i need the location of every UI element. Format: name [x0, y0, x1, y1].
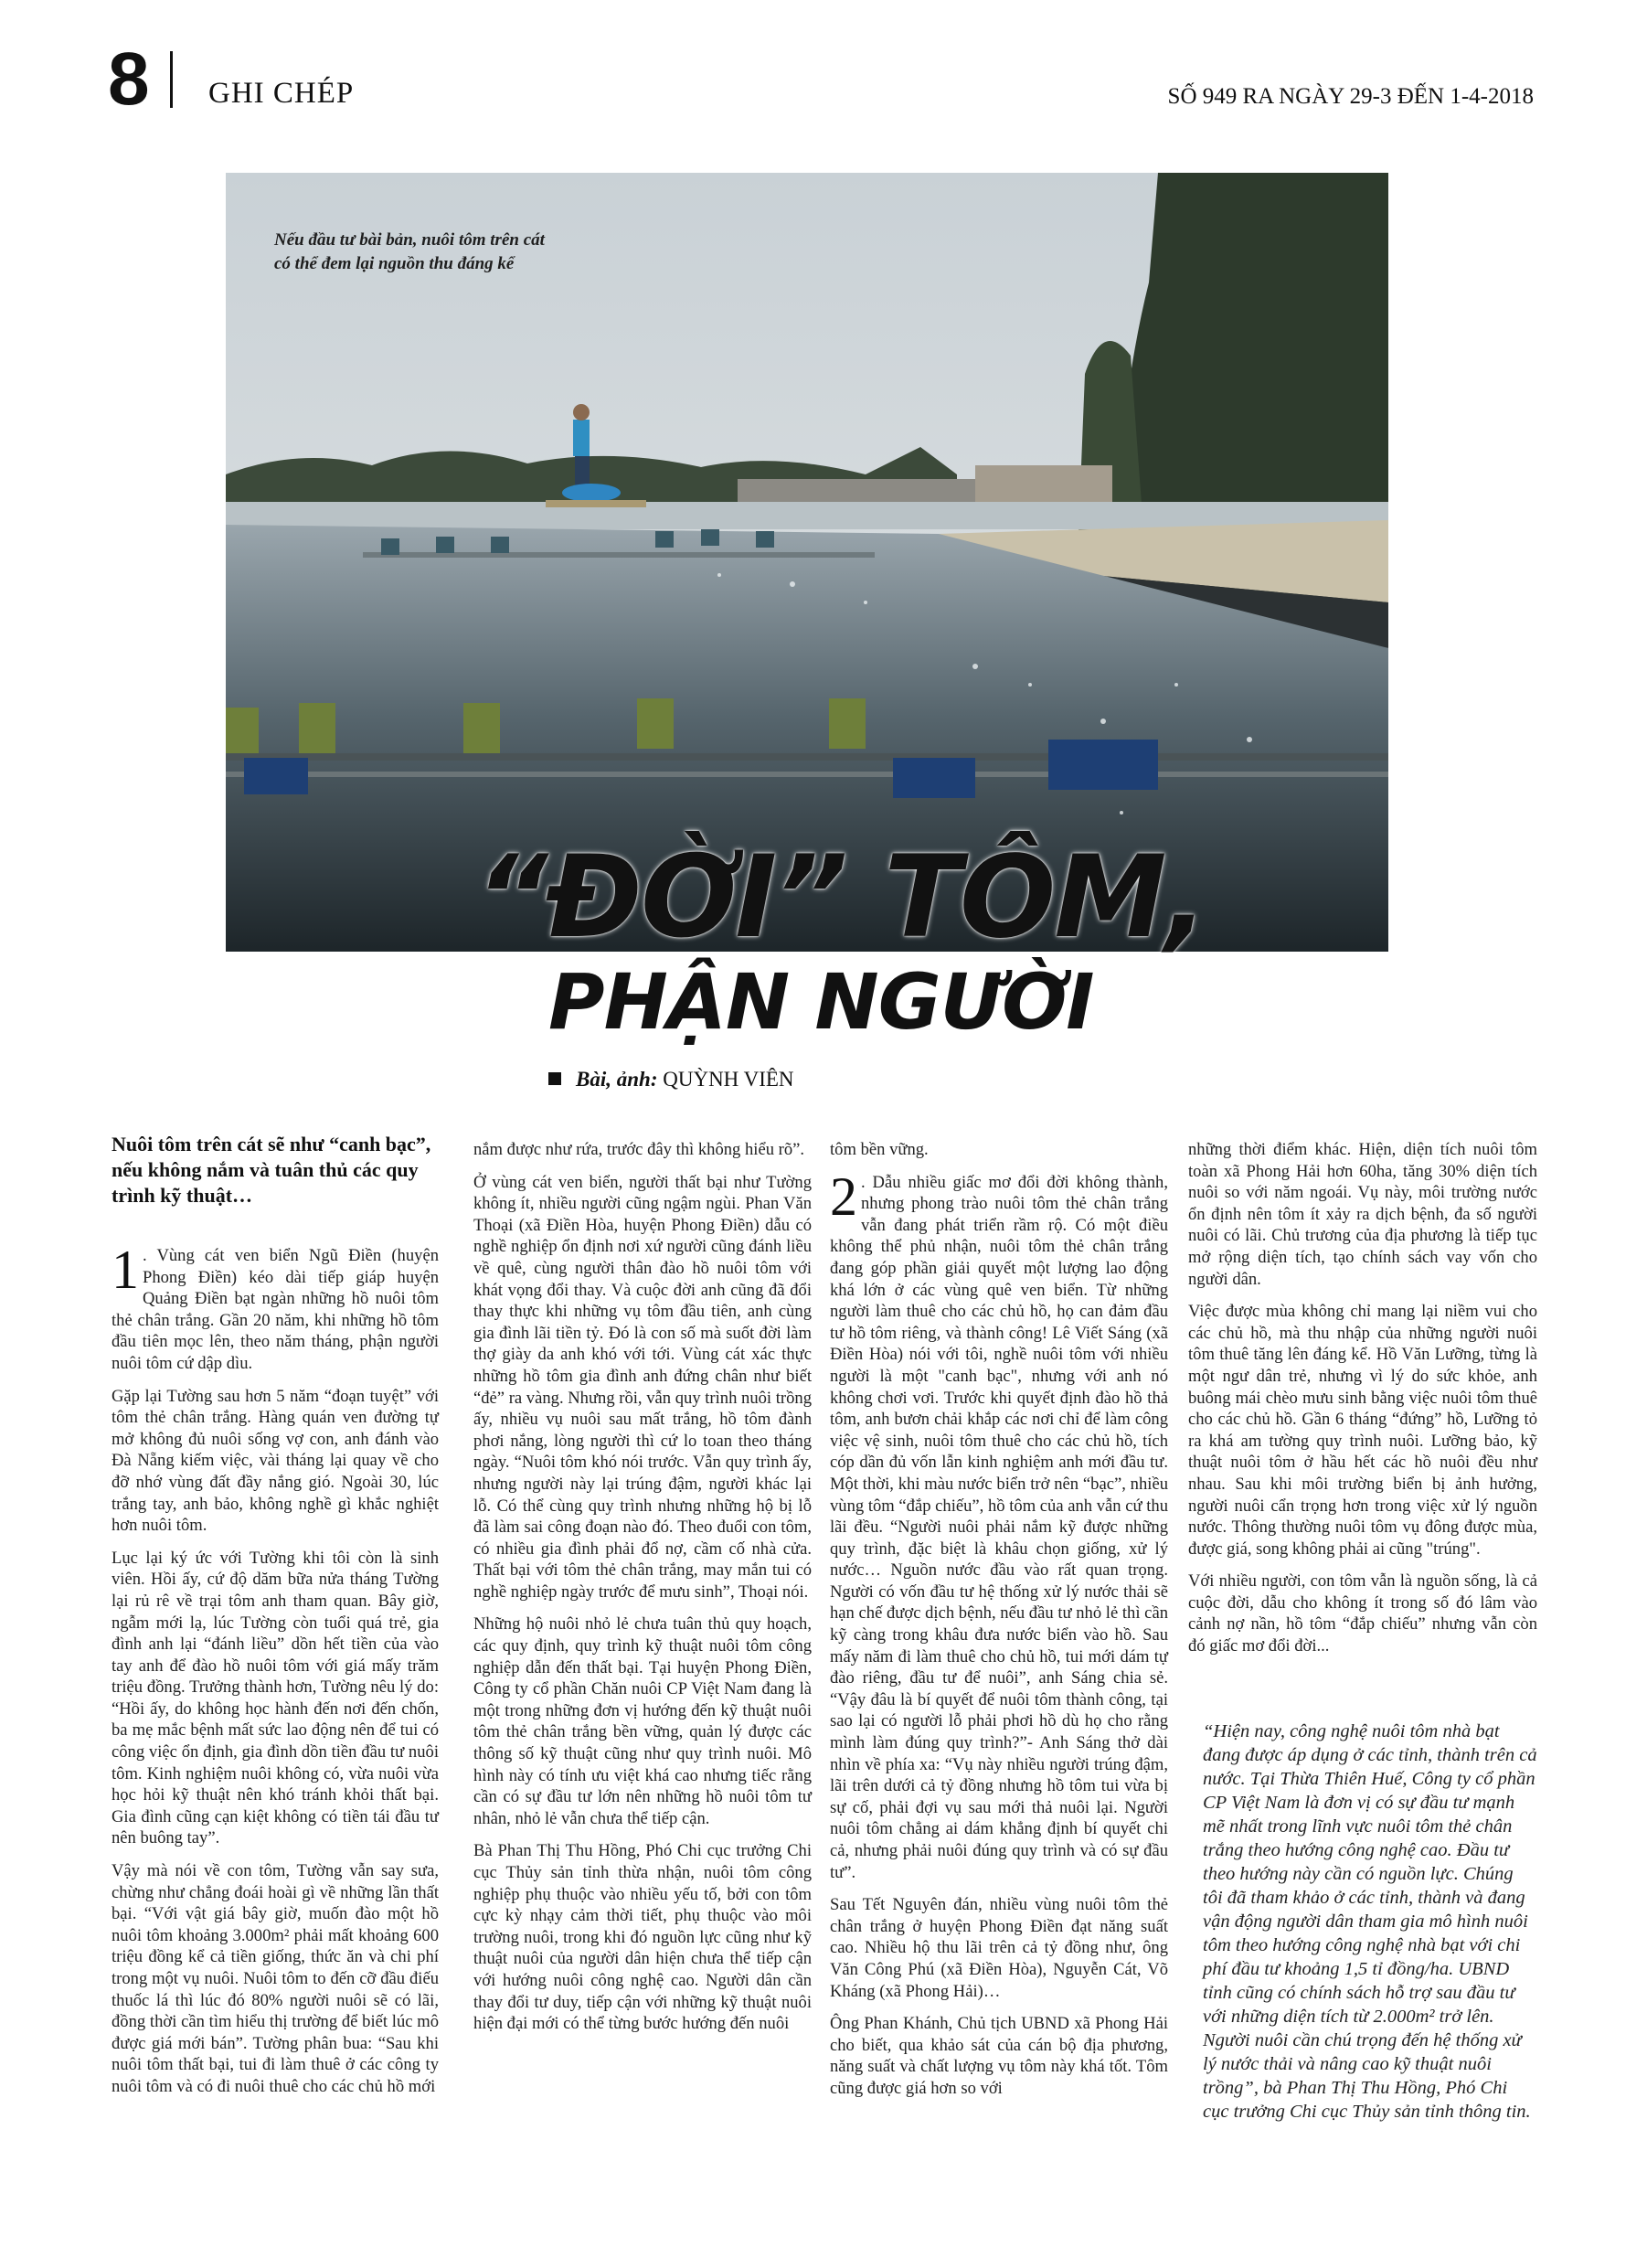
- article-column-4: [1188, 1139, 1537, 2135]
- paragraph: nắm được như rứa, trước đây thì không hiểu rõ”.: [473, 1140, 805, 1159]
- paragraph: tôm bền vững.: [830, 1140, 929, 1159]
- article-column-3: [830, 1139, 1168, 2111]
- paragraph: Gặp lại Tường sau hơn 5 năm “đoạn tuyệt” với tôm thẻ chân trắng. Hàng quán ven đường tự mở không đủ nuôi sống vợ con, anh đánh vào Đà Nẵng kiếm việc, vài tháng lại quay về cho đỡ nhớ vùng đất đầy nắng gió. Ngoài 30, lúc trắng tay, anh bảo, không nghề gì khắc nghiệt hơn nuôi tôm.: [112, 1386, 439, 1536]
- paragraph: Với nhiều người, con tôm vẫn là nguồn sống, là cả cuộc đời, dẫu cho không ít trong số đó lâm vào cảnh nợ nần, hồ tôm “đắp chiếu” nhưng vẫn còn đó giấc mơ đổi đời...: [1188, 1571, 1537, 1656]
- headline: [475, 832, 1389, 1047]
- paragraph: [830, 1166, 1168, 1884]
- paragraph: những thời điểm khác. Hiện, diện tích nuôi tôm toàn xã Phong Hải hơn 60ha, tăng 30% diện tích nuôi so với năm ngoái. Vụ này, môi trường nước ổn định nên tôm ít xảy ra dịch bệnh, đa số người nuôi có lãi. Chủ trương của địa phương là tiếp tục mở rộng diện tích, tạo chính sách vay vốn cho người dân.: [1188, 1140, 1537, 1289]
- photo-caption: [274, 229, 545, 276]
- paragraph: Những hộ nuôi nhỏ lẻ chưa tuân thủ quy hoạch, các quy định, quy trình kỹ thuật nuôi tôm công nghiệp dẫn đến thất bại. Tại huyện Phong Điền, Công ty cổ phần Chăn nuôi CP Việt Nam đang là một trong những đơn vị hướng đến kỹ thuật nuôi tôm thẻ chân trắng bền vững, quản lý được các thông số kỹ thuật cũng như quy trình nuôi. Mô hình này có tính ưu việt khá cao nhưng tiếc rằng cần có sự đầu tư lớn nên những hồ nuôi tôm tư nhân, nhỏ lẻ vẫn chưa thể tiếp cận.: [473, 1614, 812, 1828]
- paragraph: Việc được mùa không chỉ mang lại niềm vui cho các chủ hồ, mà thu nhập của những người nuôi tôm thuê tăng lên đáng kể. Hồ Văn Lưỡng, từng là một ngư dân trẻ, nhưng vì lý do sức khỏe, anh buông mái chèo mưu sinh bằng việc nuôi tôm thuê cho các chủ hồ. Gần 6 tháng “đứng” hồ, Lưỡng tỏ ra khá am tường quy trình nuôi. Lưỡng bảo, kỹ thuật nuôi tôm ở hầu hết các hồ nuôi đều như nhau. Sau khi môi trường biển bị ảnh hưởng, người nuôi cẩn trọng hơn trong việc xử lý nguồn nước. Thông thường nuôi tôm vụ đông được mùa, được giá, song không phải ai cũng "trúng".: [1188, 1302, 1537, 1559]
- paragraph: Sau Tết Nguyên đán, nhiều vùng nuôi tôm thẻ chân trắng ở huyện Phong Điền đạt năng suất cao. Nhiều hộ thu lãi trên cả tỷ đồng như, ông Văn Công Phú (xã Điền Hòa), Nguyễn Cát, Võ Kháng (xã Phong Hải)…: [830, 1895, 1168, 2001]
- issue-info: SỐ 949 RA NGÀY 29-3 ĐẾN 1-4-2018: [1167, 84, 1534, 109]
- pull-quote: “Hiện nay, công nghệ nuôi tôm nhà bạt đang được áp dụng ở các tỉnh, thành trên cả nước. Tại Thừa Thiên Huế, Công ty cổ phần CP Việt Nam là đơn vị có sự đầu tư mạnh mẽ nhất trong lĩnh vực nuôi tôm thẻ chân trắng theo hướng công nghệ cao. Đầu tư theo hướng này cần có nguồn lực. Chúng tôi đã tham khảo ở các tỉnh, thành và đang vận động người dân tham gia mô hình nuôi tôm theo hướng công nghệ nhà bạt với chi phí đầu tư khoảng 1,5 tỉ đồng/ha. UBND tỉnh cũng có chính sách hỗ trợ sau đầu tư với những diện tích từ 2.000m² trở lên. Người nuôi cần chú trọng đến hệ thống xử lý nước thải và nâng cao kỹ thuật nuôi trồng”, bà Phan Thị Thu Hồng, Phó Chi cục trưởng Chi cục Thủy sản tỉnh thông tin.: [1203, 1720, 1537, 2122]
- page-number: 8: [108, 37, 150, 121]
- article-lead: Nuôi tôm trên cát sẽ như “canh bạc”, nếu không nắm và tuân thủ các quy trình kỹ thuật…: [112, 1133, 431, 1207]
- paragraph: Ở vùng cát ven biển, người thất bại như Tường không ít, nhiều người cũng ngậm ngùi. Phan Văn Thoại (xã Điền Hòa, huyện Phong Điền) dẫu có nghề nghiệp ổn định nơi xứ người cũng đánh liều về quê, cùng người thân đào hồ nuôi tôm với khát vọng đổi thay. Và cuộc đời anh cũng đã đổi thay thực khi những vụ tôm đầu tiên, anh cùng gia đình lãi tiền tỷ. Đó là con số mà suốt đời làm thợ giày da anh khó với tới. Vùng cát xác thực những hồ tôm gia đình anh đứng chân như biết “đẻ” ra vàng. Nhưng rồi, vẫn quy trình nuôi trồng ấy, nhiều vụ nuôi sau mất trắng, hồ tôm đành phơi nắng, lòng người thì cứ lo toan theo tháng ngày. “Nuôi tôm khó nói trước. Vẫn quy trình ấy, nhưng người này lại trúng đậm, người khác lại lỗ. Có thể cùng quy trình nhưng những hộ bị lỗ đã làm sai công đoạn nào đó. Theo đuổi con tôm, có nhiều gia đình phải đổ nợ, cầm cố nhà cửa. Thất bại với tôm thẻ chân trắng, may mắn tui có nghề nghiệp ngày trước để mưu sinh”, Thoại nói.: [473, 1172, 812, 1602]
- caption-line-1: Nếu đầu tư bài bản, nuôi tôm trên cát: [274, 230, 545, 250]
- paragraph-text: . Dẫu nhiều giấc mơ đổi đời không thành, nhưng phong trào nuôi tôm thẻ chân trắng vẫn đang phát triển rầm rộ. Có một điều không thể phủ nhận, nuôi tôm thẻ chân trắng đang góp phần giải quyết một lượng lao động khá lớn ở các vùng quê ven biển. Từ những người làm thuê cho các chủ hồ, họ can đảm đầu tư hồ tôm riêng, và thành công! Lê Viết Sáng (xã Điền Hòa) nói với tôi, nghề nuôi tôm với nhiều người là một "canh bạc", nhưng với anh nó không chơi vơi. Trước khi quyết định đào hồ thả tôm, anh bươn chải khắp các nơi chỉ để làm công việc vệ sinh, nuôi tôm thuê cho các chủ hồ, tích cóp dần đủ vốn lẫn kinh nghiệm anh mới đầu tư. Một thời, khi màu nước biển trở nên “bạc”, nhiều vùng tôm “đắp chiếu”, hồ tôm của anh vẫn cứ thu lãi đều. “Người nuôi phải nắm kỹ được những quy trình, đặc biệt là khâu chọn giống, xử lý nước… Nguồn nước đầu vào rất quan trọng. Người có vốn đầu tư hệ thống xử lý nước thải sẽ hạn chế được dịch bệnh, nếu đầu tư nhỏ lẻ thì cần kỹ càng trong khâu đưa nước biển vào hồ. Sau mấy năm đi làm thuê cho chủ hồ, tui mới dám tự đào riêng, đầu tư để nuôi”, anh Sáng chia sẻ. “Vậy đâu là bí quyết để nuôi tôm thành công, tại sao lại có người lỗ phải phơi hồ dù họ cho rằng mình làm đúng quy trình?”- Anh Sáng thở dài nhìn về phía xa: “Vụ này nhiều người trúng đậm, lãi trên dưới cả tỷ đồng nhưng hồ tôm tui vừa bị sự cố, phải đợi vụ sau mới thả nuôi lại. Người nuôi tôm chẳng ai dám khẳng định bí quyết chi cả, nhưng phải nuôi đúng quy trình và có sự đầu tư”.: [830, 1172, 1168, 1882]
- paragraph: Ông Phan Khánh, Chủ tịch UBND xã Phong Hải cho biết, qua khảo sát của cán bộ địa phương, năng suất và chất lượng vụ tôm này khá tốt. Tôm cũng được giá hơn so với: [830, 2014, 1168, 2098]
- headline-line-1: “ĐỜI” TÔM,: [475, 832, 1206, 964]
- drop-cap: 1: [112, 1240, 139, 1300]
- byline-bullet: [548, 1072, 561, 1085]
- byline-label: Bài, ảnh:: [576, 1068, 658, 1091]
- article-column-2: [473, 1139, 812, 2046]
- byline-author: QUỲNH VIÊN: [663, 1068, 794, 1091]
- section-title: GHI CHÉP: [208, 77, 355, 110]
- paragraph: Vậy mà nói về con tôm, Tường vẫn say sưa, chừng như chẳng đoái hoài gì về những lần thất bại. “Với vật giá bây giờ, muốn đào một hồ nuôi tôm khoảng 3.000m² phải mất khoảng 600 triệu đồng kể cả tiền giống, thức ăn và chi phí trong một vụ nuôi. Nuôi tôm to đến cỡ đầu điếu thuốc lá thì lúc đó 80% người nuôi sẽ có lãi, đồng thời cần tìm hiểu thị trường để biết lúc mô được giá mới bán”. Tường phân bua: “Sau khi nuôi tôm thất bại, tui đi làm thuê ở các công ty nuôi tôm và có đi nuôi thuê cho các chủ hồ mới: [112, 1861, 439, 2096]
- drop-cap: 2: [830, 1166, 857, 1227]
- paragraph: Lục lại ký ức với Tường khi tôi còn là sinh viên. Hồi ấy, cứ độ dăm bữa nửa tháng Tường lại rủ rê về trại tôm anh tham quan. Bây giờ, ngẫm mới lạ, lúc Tường còn tuổi quá trẻ, gia đình anh lại “đánh liều” dồn hết tiền của vào tay anh để đào hồ nuôi tôm với giá mấy trăm triệu đồng. Trưởng thành hơn, Tường nêu lý do: “Hồi ấy, do không học hành đến nơi đến chốn, ba mẹ mắc bệnh mất sức lao động nên để tui có công việc ổn định, gia đình dồn tiền đầu tư nuôi tôm. Kinh nghiệm nuôi không có, vừa nuôi vừa học hỏi kỹ thuật nên khó tránh khỏi thất bại. Gia đình cũng cạn kiệt không có tiền tái đầu tư nên buông tay”.: [112, 1548, 439, 1848]
- header-divider: [170, 51, 173, 108]
- paragraph-text: . Vùng cát ven biển Ngũ Điền (huyện Phong Điền) kéo dài tiếp giáp huyện Quảng Điền bạt ngàn những hồ nuôi tôm thẻ chân trắng. Gần 20 năm, khi những hồ tôm đầu tiên mọc lên, theo năm tháng, phận người nuôi tôm cứ dập dìu.: [112, 1246, 439, 1373]
- byline: [548, 1068, 794, 1091]
- paragraph: Bà Phan Thị Thu Hồng, Phó Chi cục trưởng Chi cục Thủy sản tỉnh thừa nhận, nuôi tôm công nghiệp phụ thuộc vào nhiều yếu tố, bởi con tôm cực kỳ nhạy cảm thời tiết, phụ thuộc vào môi trường nuôi, trong khi đó nguồn lực cũng như kỹ thuật nuôi của người dân hiện chưa thể tiếp cận với hướng nuôi công nghệ cao. Người dân cần thay đổi tư duy, tiếp cận với những kỹ thuật nuôi hiện đại mới có thể từng bước hướng đến nuôi: [473, 1841, 812, 2034]
- caption-line-2: có thể đem lại nguồn thu đáng kể: [274, 254, 515, 273]
- article-column-1: [112, 1132, 439, 2109]
- paragraph: [112, 1240, 439, 1375]
- headline-line-2: PHẬN NGƯỜI: [548, 957, 1094, 1047]
